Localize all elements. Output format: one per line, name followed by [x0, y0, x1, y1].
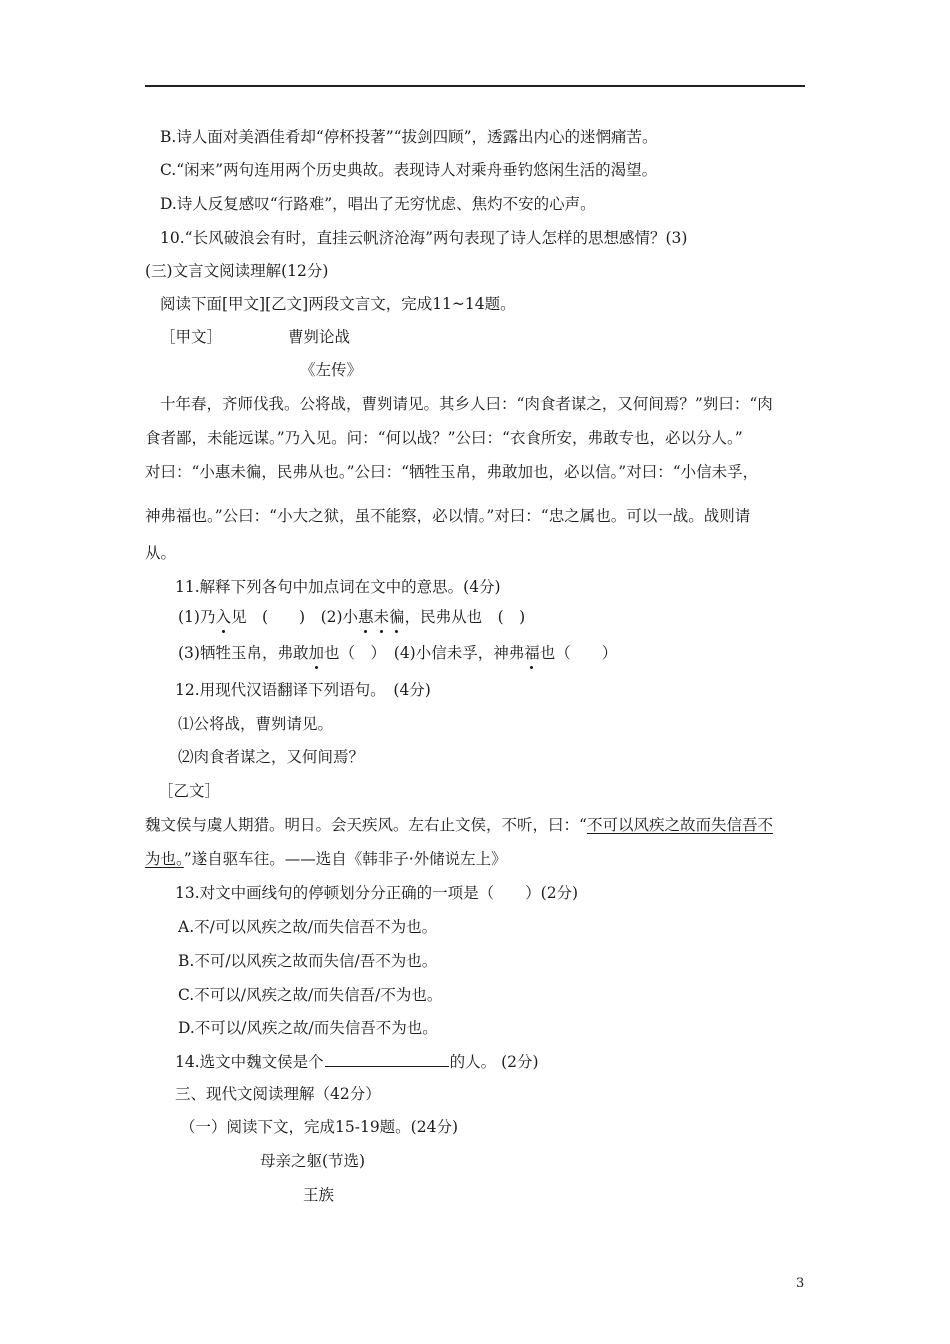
option-9c: C.“闲来”两句连用两个历史典故。表现诗人对乘舟垂钓悠闲生活的渴望。	[160, 161, 658, 179]
option-13a: A.不/可以风疾之故/而失信吾不为也。	[178, 918, 438, 936]
option-9d: D.诗人反复感叹“行路难”，唱出了无穷忧虑、焦灼不安的心声。	[160, 195, 596, 213]
jia-source: 《左传》	[300, 361, 363, 379]
passage-author: 王族	[303, 1186, 335, 1204]
q11-item-2-dotted: 惠未徧	[358, 608, 405, 626]
q11-item-2-post: ，民弗从也 ( )	[404, 608, 526, 626]
jia-text-line: 食者鄙，未能远谋。”乃入见。问：“何以战？”公曰：“衣食所安，弗敢专也，必以分人。”	[145, 429, 743, 447]
q11-item-4-pre: (4)小信未孚，神弗	[393, 644, 525, 662]
question-14	[175, 1050, 539, 1073]
passage-title: 母亲之躯(节选)	[260, 1152, 366, 1170]
question-11: 11.解释下列各句中加点词在文中的意思。(4分)	[175, 578, 501, 596]
jia-text-line: 对曰：“小惠未徧，民弗从也。”公曰：“牺牲玉帛，弗敢加也，必以信。”对曰：“小信未孚，	[145, 463, 759, 481]
q14-stem-end: 的人。 (2分)	[449, 1053, 539, 1071]
jia-title: 曹刿论战	[288, 328, 351, 346]
q12-sentence-2: ⑵肉食者谋之，又何间焉？	[178, 748, 365, 766]
option-13b: B.不可/以风疾之故而失信/吾不为也。	[178, 952, 438, 970]
question-11-row-1	[178, 606, 525, 628]
q14-stem: 14.选文中魏文侯是个	[175, 1053, 324, 1071]
jia-text-line: 从。	[145, 544, 177, 562]
header-rule	[145, 85, 805, 87]
q11-item-1-post: 见 ( )	[230, 608, 321, 626]
yi-text-line-2	[145, 848, 507, 870]
q12-sentence-1: ⑴公将战，曹刿请见。	[178, 715, 334, 733]
yi-text-source: ”遂自驱车往。——选自《韩非子·外储说左上》	[183, 850, 507, 868]
yi-tag: ［乙文］	[158, 782, 221, 800]
jia-text-line: 神弗福也。”公曰：“小大之狱，虽不能察，必以情。”对曰：“忠之属也。可以一战。战则请	[145, 507, 751, 525]
part-3-heading: 三、现代文阅读理解（42分）	[175, 1085, 381, 1103]
question-12: 12.用现代汉语翻译下列语句。 (4分)	[175, 681, 431, 699]
q14-answer-blank[interactable]	[325, 1050, 449, 1067]
q11-item-2-pre: (2)小	[320, 608, 359, 626]
option-9b: B.诗人面对美酒佳肴却“停杯投著”“拔剑四顾”，透露出内心的迷惘痛苦。	[160, 128, 658, 146]
option-13c: C.不可以/风疾之故/而失信吾/不为也。	[178, 986, 443, 1004]
yi-underlined-sentence-end: 为也。	[145, 850, 184, 868]
part-3-instruction: （一）阅读下文，完成15-19题。(24分)	[180, 1118, 459, 1136]
jia-text-line: 十年春，齐师伐我。公将战，曹刿请见。其乡人曰：“肉食者谋之，又何间焉？”刿曰：“肉	[160, 395, 773, 413]
yi-text-line-1	[145, 814, 773, 836]
page-number: 3	[796, 1276, 805, 1291]
classical-instruction: 阅读下面[甲文][乙文]两段文言文，完成11~14题。	[160, 295, 516, 313]
question-13: 13.对文中画线句的停顿划分分正确的一项是（ ）(2分)	[175, 884, 579, 902]
section-heading-classical: (三)文言文阅读理解(12分)	[145, 262, 329, 280]
q11-item-1-pre: (1)乃	[178, 608, 216, 626]
q11-item-3-dotted: 加	[308, 644, 324, 662]
q11-item-4-dotted: 福	[524, 644, 540, 662]
q11-item-3-pre: (3)牺牲玉帛，弗敢	[178, 644, 309, 662]
yi-text-plain: 魏文侯与虞人期猎。明日。会天疾风。左右止文侯，不听，曰：“	[145, 816, 587, 834]
question-10: 10.“长风破浪会有时，直挂云帆济沧海”两句表现了诗人怎样的思想感情？(3)	[160, 229, 688, 247]
q11-item-1-dotted: 入	[215, 608, 231, 626]
option-13d: D.不可以/风疾之故/而失信吾不为也。	[178, 1019, 438, 1037]
q11-item-4-post: 也（ ）	[539, 644, 618, 662]
question-11-row-2	[178, 642, 617, 664]
yi-underlined-sentence: 不可以风疾之故而失信吾不	[586, 816, 773, 834]
jia-tag: ［甲文］	[160, 328, 223, 346]
q11-item-3-post: 也（ ）	[323, 644, 379, 662]
